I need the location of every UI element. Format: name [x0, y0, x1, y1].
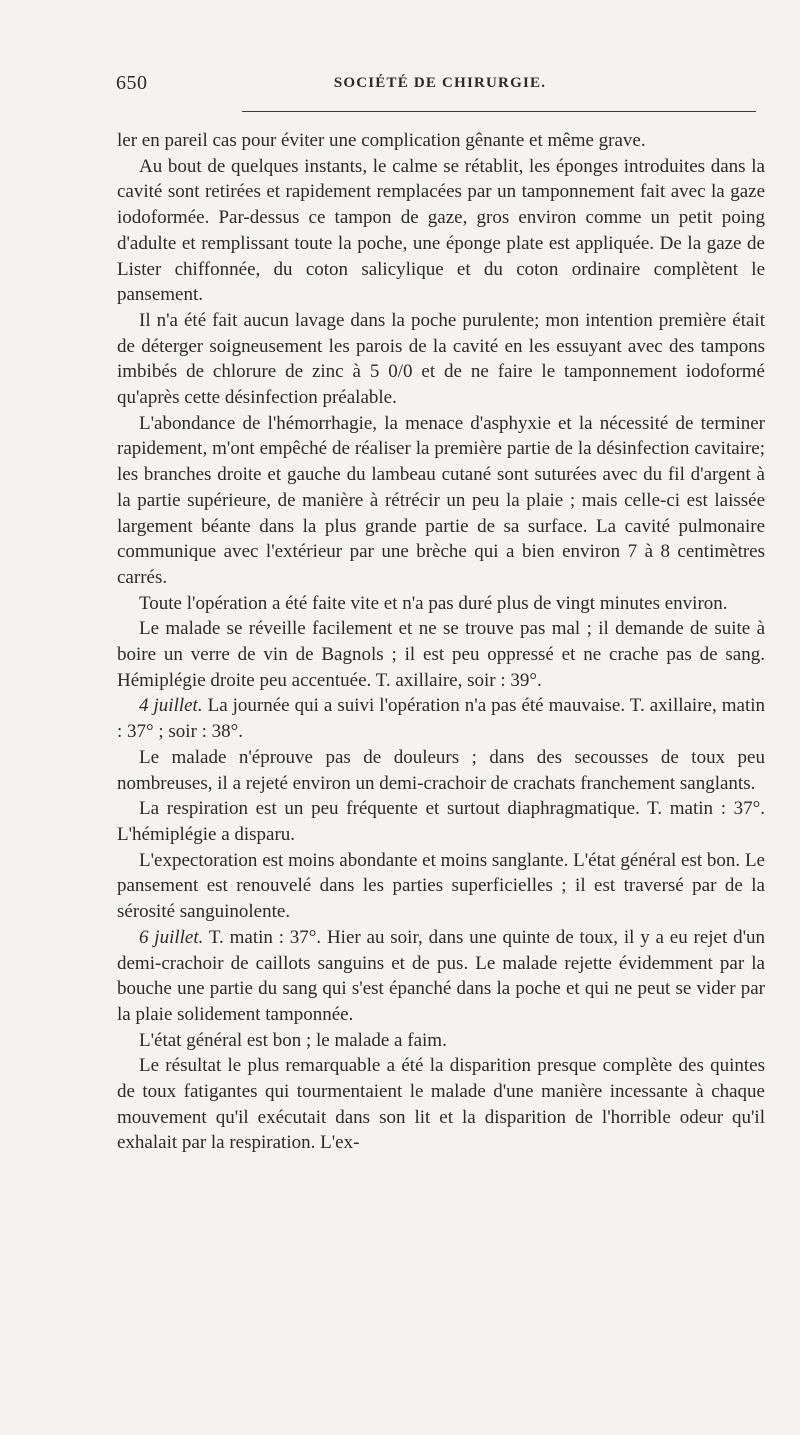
- dated-paragraph: [117, 925, 765, 1028]
- paragraph: Toute l'opération a été faite vite et n'a pas duré plus de vingt minutes environ.: [139, 592, 728, 614]
- dated-paragraph: [117, 693, 765, 744]
- paragraph: L'expectoration est moins abondante et moins sanglante. L'état général est bon. Le pansement est renouvelé dans les parties superficielles ; il est traversé par de la sérosité sanguinolente.: [117, 849, 765, 923]
- running-title: SOCIÉTÉ DE CHIRURGIE.: [333, 75, 547, 91]
- paragraph: L'état général est bon ; le malade a faim.: [139, 1029, 447, 1051]
- entry-text: T. matin : 37°. Hier au soir, dans une quinte de toux, il y a eu rejet d'un demi-crachoir de caillots sanguins et de pus. Le malade rejette évidemment par la bouche une partie du sang qui s'est épanché dans la poche et qui ne peut se vider par la plaie solidement tamponnée.: [117, 926, 765, 1025]
- paragraph: Au bout de quelques instants, le calme se rétablit, les éponges introduites dans la cavité sont retirées et rapidement remplacées par un tamponnement fait avec la gaze iodoformée. Par-dessus ce tampon de gaze, gros environ comme un petit poing d'adulte et remplissant toute la poche, une éponge plate est appliquée. De la gaze de Lister chiffonnée, du coton salicylique et du coton ordinaire complètent le pansement.: [117, 155, 765, 306]
- page-number: 650: [116, 72, 148, 94]
- header-rule: [242, 111, 756, 112]
- entry-date: 4 juillet.: [139, 695, 203, 717]
- entry-date: 6 juillet.: [139, 926, 204, 948]
- page-header: [116, 72, 764, 102]
- entry-text: La journée qui a suivi l'opération n'a pas été mauvaise. T. axillaire, matin : 37° ; soir : 38°.: [117, 695, 766, 743]
- body-text: [117, 128, 765, 1156]
- paragraph: La respiration est un peu fréquente et surtout diaphragmatique. T. matin : 37°. L'hémiplégie a disparu.: [117, 798, 765, 845]
- paragraph: L'abondance de l'hémorrhagie, la menace d'asphyxie et la nécessité de terminer rapidement, m'ont empêché de réaliser la première partie de la désinfection cavitaire; les branches droite et gauche du lambeau cutané sont suturées avec du fil d'argent à la partie supérieure, de manière à rétrécir un peu la plaie ; mais celle-ci est laissée largement béante dans la plus grande partie de sa surface. La cavité pulmonaire communique avec l'extérieur par une brèche qui a bien environ 7 à 8 centimètres carrés.: [117, 412, 765, 588]
- paragraph: Le résultat le plus remarquable a été la disparition presque complète des quintes de toux fatigantes qui tourmentaient le malade d'une manière incessante à chaque mouvement qu'il exécutait dans son lit et la disparition de l'horrible odeur qu'il exhalait par la respiration. L'ex-: [117, 1055, 765, 1154]
- paragraph: Le malade se réveille facilement et ne se trouve pas mal ; il demande de suite à boire un verre de vin de Bagnols ; il est peu oppressé et ne crache pas de sang. Hémiplégie droite peu accentuée. T. axillaire, soir : 39°.: [117, 618, 765, 691]
- paragraph: Le malade n'éprouve pas de douleurs ; dans des secousses de toux peu nombreuses, il a rejeté environ un demi-crachoir de crachats franchement sanglants.: [117, 746, 765, 794]
- paragraph: ler en pareil cas pour éviter une complication gênante et même grave.: [117, 130, 646, 151]
- paragraph: Il n'a été fait aucun lavage dans la poche purulente; mon intention première était de déterger soigneusement les parois de la cavité en les essuyant avec des tampons imbibés de chlorure de zinc à 5 0/0 et de ne faire le tamponnement iodoformé qu'après cette désinfection préalable.: [117, 309, 765, 409]
